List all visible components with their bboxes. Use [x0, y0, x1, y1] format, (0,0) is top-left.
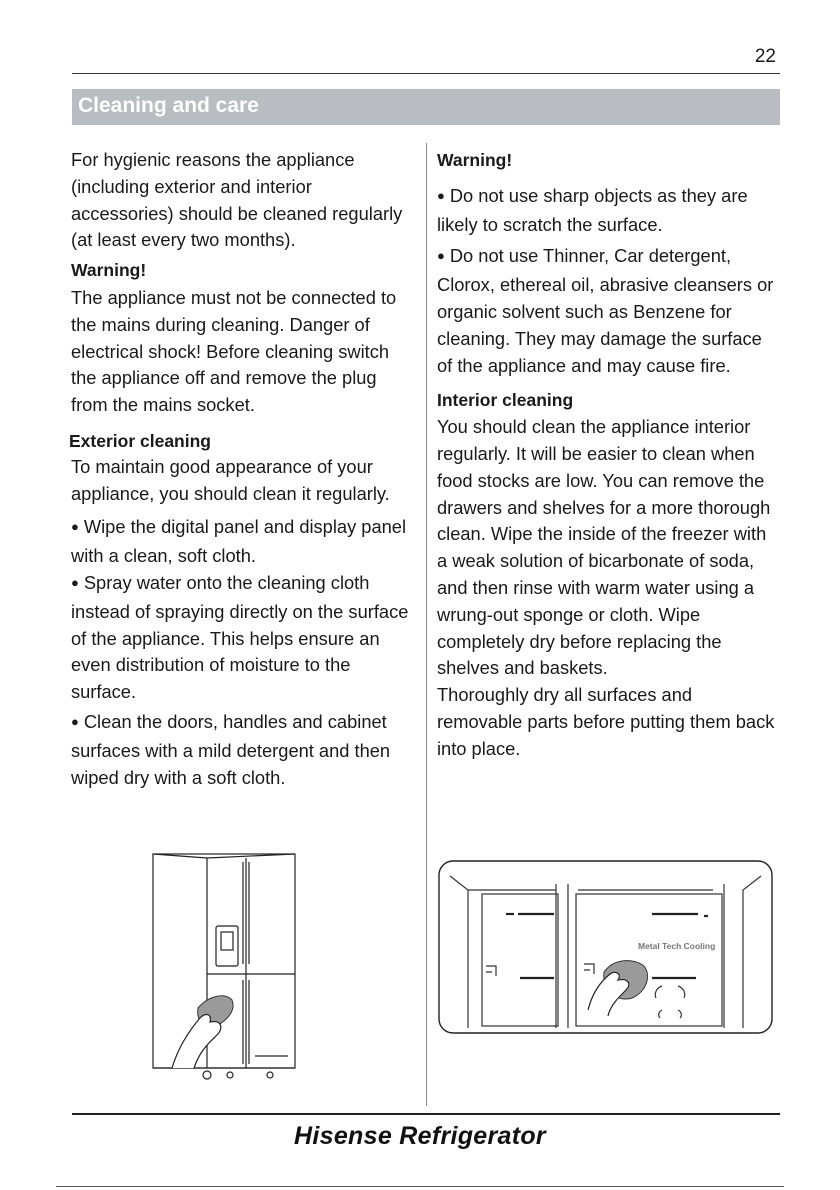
fridge-interior-wipe-icon — [438, 860, 773, 1035]
intro-paragraph: For hygienic reasons the appliance (including exterior and interior accessories) should be cleaned regularly (at least every two months). — [71, 149, 403, 251]
bullet-item — [71, 514, 416, 570]
warning-heading: Warning! — [71, 260, 147, 281]
warning-heading: Warning! — [437, 150, 513, 170]
interior-paragraph: You should clean the appliance interior regularly. It will be easier to clean when food stocks are low. You can remove the drawers and shelves for a more thorough clean. Wipe the inside of the freezer with a weak solution of bicarbonate of soda, and then rinse with warm water using a wrung-out sponge or cloth. Wipe completely dry before replacing the shelves and baskets. — [437, 416, 771, 679]
left-column — [71, 147, 416, 791]
bullet-text: Spray water onto the cleaning cloth instead of spraying directly on the surface of the appliance. This helps ensure an even distribution of moisture to the surface. — [71, 571, 409, 703]
warning-paragraph: The appliance must not be connected to the mains during cleaning. Danger of electrical shock! Before cleaning switch the appliance off and remove the plug from the mains socket. — [71, 286, 397, 416]
bullet-text: Wipe the digital panel and display panel with a clean, soft cloth. — [71, 516, 407, 567]
section-title: Cleaning and care — [78, 94, 259, 117]
page-number: 22 — [754, 46, 776, 67]
exterior-intro: To maintain good appearance of your appliance, you should clean it regularly. — [71, 455, 390, 504]
interior-heading: Interior cleaning — [437, 390, 574, 411]
right-column — [437, 147, 777, 763]
bullet-text: Clean the doors, handles and cabinet surfaces with a mild detergent and then wiped dry with a soft cloth. — [71, 710, 391, 788]
bullet-text: Do not use Thinner, Car detergent, Clorox, ethereal oil, abrasive cleansers or organic solvent such as Benzene for cleaning. They may damage the surface of the appliance and may cause fire. — [437, 245, 774, 376]
interior-paragraph-2: Thoroughly dry all surfaces and removable parts before putting them back into place. — [437, 684, 775, 759]
footer-rule — [72, 1113, 780, 1115]
bullet-item — [437, 183, 777, 239]
column-divider — [426, 143, 427, 1106]
page-bottom-rule — [56, 1186, 784, 1187]
bullet-item — [71, 570, 416, 706]
bullet-item — [437, 243, 777, 379]
interior-label: Metal Tech Cooling — [638, 941, 716, 951]
section-banner — [72, 89, 780, 125]
top-divider — [72, 73, 780, 74]
bullet-text: Do not use sharp objects as they are likely to scratch the surface. — [437, 184, 748, 235]
fridge-exterior-wipe-icon — [150, 850, 300, 1085]
bullet-item — [71, 709, 416, 791]
brand-footer: Hisense Refrigerator — [294, 1122, 546, 1150]
exterior-heading: Exterior cleaning — [69, 430, 211, 451]
